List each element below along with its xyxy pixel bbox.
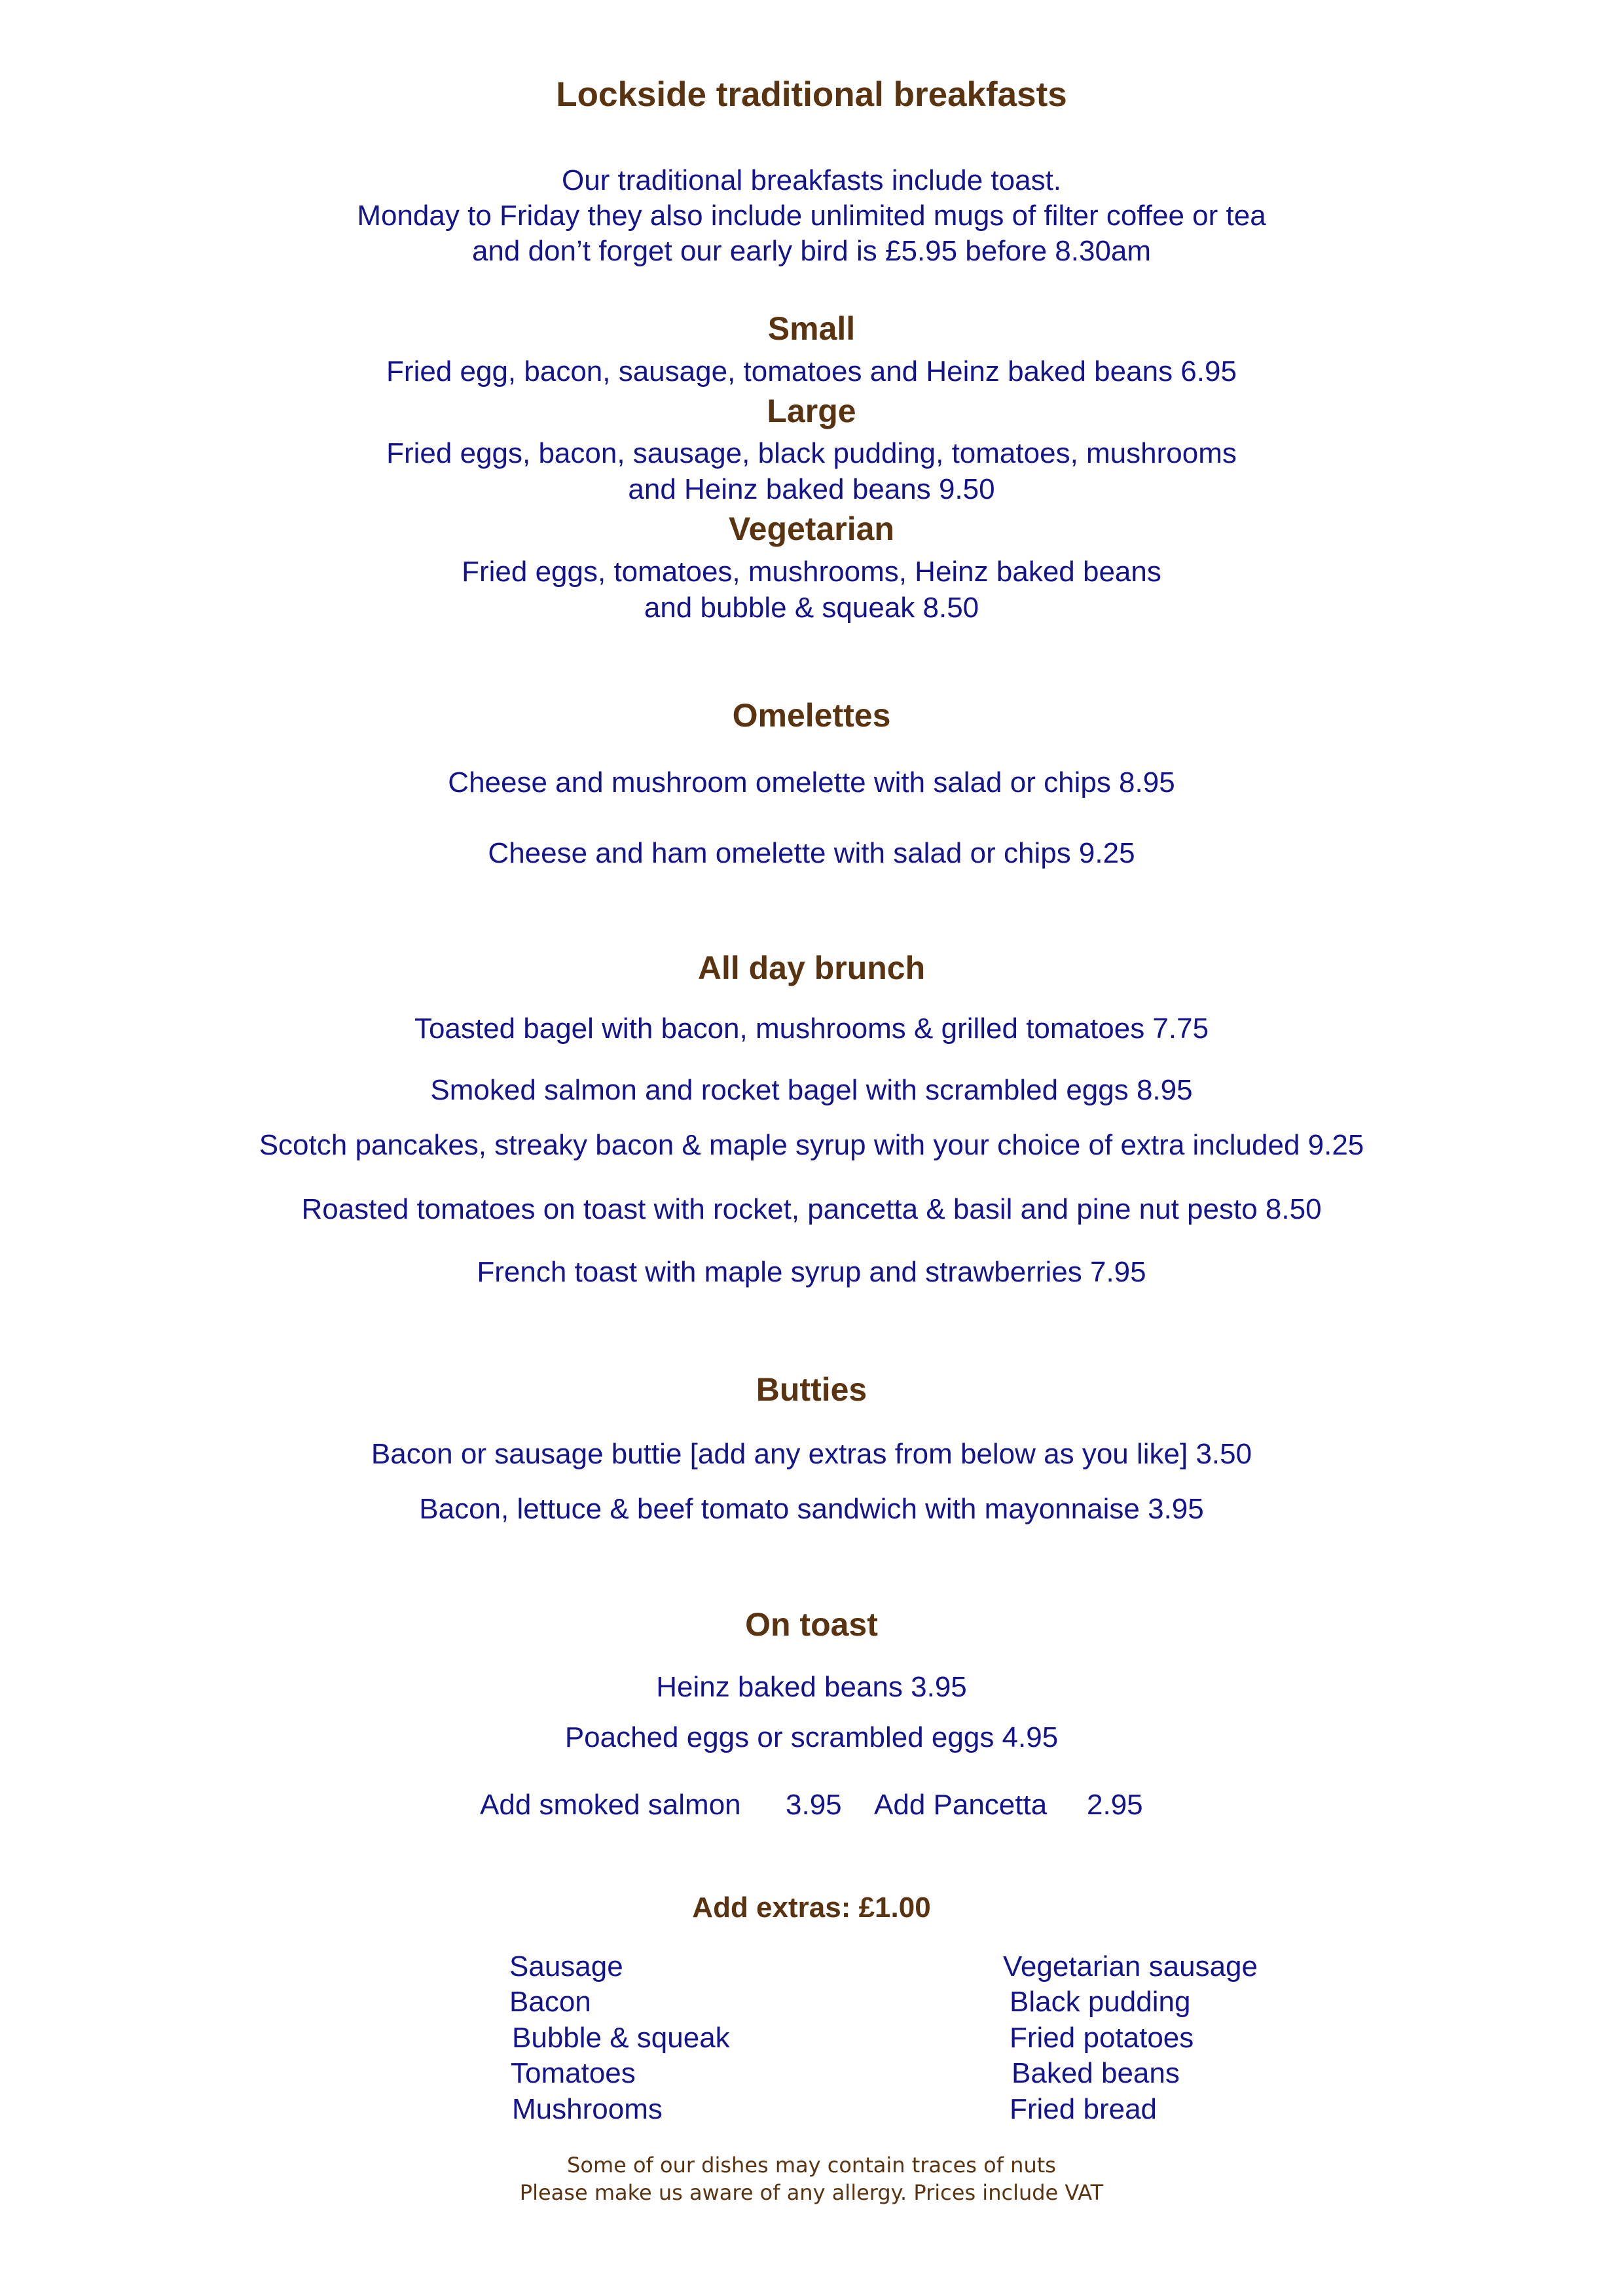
- page-title: Lockside traditional breakfasts: [556, 75, 1067, 114]
- on-toast-item: Poached eggs or scrambled eggs 4.95: [564, 1721, 1059, 1753]
- omelettes-heading: Omelettes: [732, 697, 891, 734]
- extras-left-item: Bacon: [509, 1986, 591, 2018]
- brunch-item: Toasted bagel with bacon, mushrooms & grilled tomatoes 7.75: [414, 1013, 1209, 1045]
- vegetarian-heading: Vegetarian: [729, 511, 894, 547]
- brunch-item: Roasted tomatoes on toast with rocket, pancetta & basil and pine nut pesto 8.50: [301, 1193, 1322, 1225]
- brunch-heading: All day brunch: [697, 950, 926, 986]
- extras-right-item: Fried bread: [1010, 2093, 1158, 2125]
- extras-left-item: Mushrooms: [512, 2093, 663, 2125]
- extras-right-item: Baked beans: [1012, 2057, 1180, 2089]
- intro-line-2: Monday to Friday they also include unlimited mugs of filter coffee or tea: [357, 200, 1266, 232]
- intro-line-3: and don’t forget our early bird is £5.95 before 8.30am: [471, 235, 1152, 267]
- brunch-item: French toast with maple syrup and strawberries 7.95: [477, 1256, 1146, 1288]
- add-smoked-salmon-label: Add smoked salmon: [480, 1789, 741, 1821]
- small-description: Fried egg, bacon, sausage, tomatoes and Heinz baked beans 6.95: [386, 355, 1237, 387]
- extras-right-item: Vegetarian sausage: [1003, 1950, 1258, 1982]
- buttie-item: Bacon, lettuce & beef tomato sandwich with mayonnaise 3.95: [419, 1493, 1204, 1525]
- vegetarian-description-line-1: Fried eggs, tomatoes, mushrooms, Heinz baked beans: [462, 556, 1161, 588]
- add-pancetta-label: Add Pancetta: [874, 1789, 1048, 1821]
- brunch-item: Smoked salmon and rocket bagel with scrambled eggs 8.95: [430, 1074, 1193, 1106]
- large-description-line-2: and Heinz baked beans 9.50: [628, 473, 995, 505]
- intro-line-1: Our traditional breakfasts include toast.: [561, 164, 1062, 196]
- small-heading: Small: [767, 310, 856, 347]
- extras-left-item: Bubble & squeak: [512, 2022, 730, 2054]
- omelette-item: Cheese and mushroom omelette with salad or chips 8.95: [448, 766, 1175, 798]
- omelette-item: Cheese and ham omelette with salad or chips 9.25: [488, 837, 1135, 869]
- vegetarian-description-line-2: and bubble & squeak 8.50: [644, 592, 979, 624]
- on-toast-item: Heinz baked beans 3.95: [656, 1671, 967, 1703]
- add-smoked-salmon-price: 3.95: [786, 1789, 842, 1821]
- extras-right-item: Fried potatoes: [1010, 2022, 1194, 2054]
- buttie-item: Bacon or sausage buttie [add any extras from below as you like] 3.50: [371, 1438, 1252, 1470]
- extras-heading: Add extras: £1.00: [692, 1892, 931, 1924]
- extras-right-item: Black pudding: [1010, 1986, 1191, 2018]
- extras-left-item: Tomatoes: [511, 2057, 636, 2089]
- large-description-line-1: Fried eggs, bacon, sausage, black pudding, tomatoes, mushrooms: [386, 437, 1237, 469]
- large-heading: Large: [767, 393, 856, 429]
- add-pancetta-price: 2.95: [1087, 1789, 1143, 1821]
- extras-left-item: Sausage: [509, 1950, 623, 1982]
- butties-heading: Butties: [756, 1371, 867, 1408]
- brunch-item: Scotch pancakes, streaky bacon & maple syrup with your choice of extra included 9.25: [259, 1129, 1364, 1161]
- footer-allergy-line-1: Some of our dishes may contain traces of nuts: [567, 2153, 1056, 2178]
- footer-allergy-line-2: Please make us aware of any allergy. Prices include VAT: [519, 2180, 1104, 2205]
- on-toast-heading: On toast: [745, 1606, 878, 1643]
